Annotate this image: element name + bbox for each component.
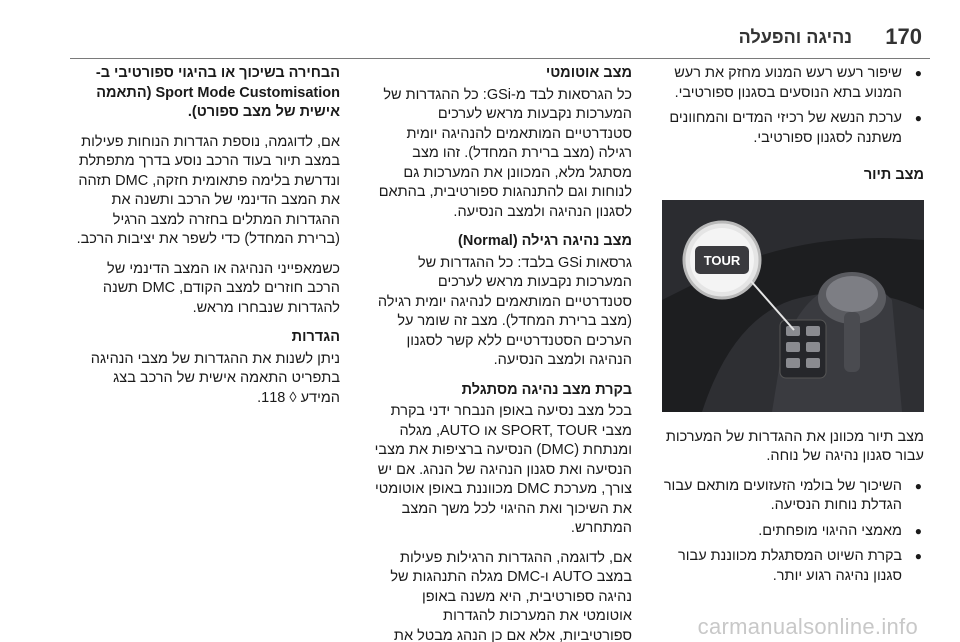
custom-text-1: אם, לדוגמה, נוספת הגדרות הנוחות פעילות במצב תיור בעוד הרכב נוסע בדרך מתפתלת ונדרשת בלימה פתאומית חזקה, DMC תזהה את המצב הדינמי של הרכב ותשנה את ההגדרות המתלים בחזרה למצב הרגיל (ברירת המחדל) כדי לשפר את יציבות הרכב. <box>76 133 340 247</box>
list-item: ● בקרת השיוט המסתגלת מכווננת עבור סגנון נהיגה רגוע יותר. <box>662 547 924 586</box>
custom-heading-2: אישית של מצב ספורט). <box>187 104 340 120</box>
list-item: ● השיכוך של בולמי הזעזועים מותאם עבור הגדלת נוחות הנסיעה. <box>662 477 924 516</box>
auto-text: כל הגרסאות לבד מ-GSi: כל ההגדרות של המערכות נקבעות מראש לערכים סטנדרטיים המותאמים להנהיגה יומית רגילה (מצב ברירת המחדל). זהו מצב מסתגל מלא, המכוונן את המערכות גם לנוחות וגם להתנהגות ספורטיבית, בהתאם לסגנון הנהיגה ולמצב הנסיעה. <box>378 86 632 220</box>
tour-label: TOUR <box>703 252 741 268</box>
normal-heading: מצב נהיגה רגילה (Normal) <box>458 233 632 249</box>
normal-text: גרסאות GSi בלבד: כל ההגדרות של המערכות נקבעות מראש לערכים סטנדרטיים המותאמים לנהיגה יומית רגילה (מצב ברירת המחדל). מצב זה שומר על הערכים הסטנדרטיים ללא קשר לסגנון הנהיגה ולמצב הנסיעה. <box>377 254 632 368</box>
page-number: 170 <box>885 24 922 49</box>
dmc-text-2: אם, לדוגמה, ההגדרות הרגילות פעילות במצב AUTO ו-DMC מגלה התנהגות של נהיגה ספורטיבית, היא משנה באופן אוטומטי את המערכות להגדרות ספורטיביות, אלא אם כן הנהג מבטל את <box>390 549 632 642</box>
gear-console-illustration <box>662 200 924 412</box>
dmc-heading: בקרת מצב נהיגה מסתגלת <box>461 381 632 398</box>
settings-text: ניתן לשנות את ההגדרות של מצבי הנהיגה בתפריט התאמה אישית של הרכב בצג המידע ◊ 118. <box>90 350 340 406</box>
custom-text-2: כשמאפייני הנהיגה או המצב הדינמי של הרכב חוזרים למצב הקודם, DMC תשנה להגדרות שנבחרו מראש. <box>102 260 340 316</box>
auto-heading: מצב אוטומטי <box>545 65 632 81</box>
list-item: ● ערכת הנשא של רכיזי המדים והמחוונים משתנה לסגנון ספורטיבי. <box>662 109 924 148</box>
column-right <box>662 64 924 592</box>
column-middle <box>370 64 632 642</box>
custom-heading-1: הבחירה בשיכוך או בהיגוי ספורטיבי ב-Sport Mode Customisation (התאמה <box>95 65 340 101</box>
settings-heading: הגדרות <box>291 329 340 345</box>
tour-intro: מצב תיור מכוונן את ההגדרות של המערכות עבור סגנון נהיגה של נוחה. <box>665 428 924 464</box>
header-rule <box>70 58 930 59</box>
page-title: נהיגה והפעלה <box>738 27 852 47</box>
list-item: ● מאמצי ההיגוי מופחתים. <box>662 522 924 542</box>
list-item: ● שיפור רעש רעש המנוע מחזק את רעש המנוע בתא הנוסעים בסגנון ספורטיבי. <box>662 64 924 103</box>
column-left <box>72 64 340 418</box>
page-header <box>0 0 960 56</box>
dmc-text-1: בכל מצב נסיעה באופן הנבחר ידני בקרת מצבי SPORT, TOUR או AUTO, מגלה ומנתחת (DMC) הנסיעה ברציפות את מצבי הנסיעה ואת סגנון הנהיגה של הנהג. אם יש צורך, מערכת DMC מכווננת באופן אוטומטי את השיכוך ואת ההיגוי לכל משך המצב המתחרש. <box>374 403 632 536</box>
tour-button-figure <box>662 200 924 412</box>
tour-heading: מצב תיור <box>863 167 924 183</box>
watermark: carmanualsonline.info <box>697 614 918 639</box>
